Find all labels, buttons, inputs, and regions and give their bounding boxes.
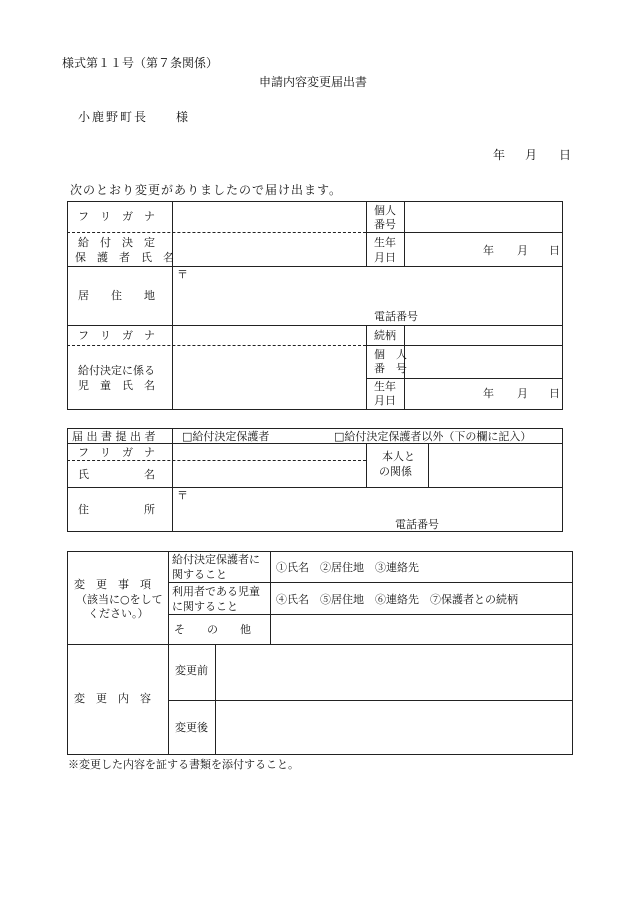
- before-change-field[interactable]: [219, 648, 569, 696]
- footnote: ※変更した内容を証する書類を添付すること。: [68, 758, 299, 771]
- submitter-furigana-label: フ リ ガ ナ: [78, 446, 155, 459]
- category-child-options[interactable]: ④氏名 ⑤居住地 ⑥連絡先 ⑦保護者との続柄: [276, 593, 518, 606]
- submitter-postal-mark: 〒: [177, 489, 188, 502]
- form-number: 様式第１１号（第７条関係）: [62, 56, 219, 70]
- intro-text: 次のとおり変更がありましたので届け出ます。: [70, 183, 343, 197]
- child-birthdate-label-2: 月日: [374, 394, 396, 407]
- submitter-address-label: 住 所: [78, 503, 155, 516]
- date-month-label: 月: [525, 148, 538, 162]
- guardian-name-label: 給 付 決 定: [78, 236, 155, 249]
- submitter-label: 届 出 書 提 出 者: [72, 430, 156, 443]
- change-content-label: 変 更 内 容: [74, 692, 151, 705]
- category-other-field[interactable]: [274, 618, 568, 640]
- guardian-birth-year: 年: [483, 244, 494, 257]
- child-birth-day: 日: [549, 387, 560, 400]
- submitter-phone-label: 電話番号: [395, 518, 439, 531]
- change-items-instruction-2: ください。）: [88, 607, 149, 620]
- date-day-label: 日: [559, 148, 572, 162]
- guardian-name-label-2: 保 護 者 氏 名: [75, 251, 174, 264]
- submitter-option-other[interactable]: □給付決定保護者以外（下の欄に記入）: [334, 430, 532, 443]
- before-change-label: 変更前: [175, 664, 208, 677]
- furigana-label: フ リ ガ ナ: [78, 210, 155, 223]
- child-name-field[interactable]: [175, 350, 363, 406]
- category-guardian-options[interactable]: ①氏名 ②居住地 ③連絡先: [276, 561, 419, 574]
- form-title: 申請内容変更届出書: [259, 75, 368, 89]
- child-birth-month: 月: [517, 387, 528, 400]
- child-kojin-bango-label: 個 人: [374, 348, 407, 361]
- birthdate-label-2: 月日: [374, 251, 396, 264]
- category-child-label-2: に関すること: [172, 600, 238, 613]
- after-change-field[interactable]: [219, 704, 569, 750]
- date-year-label: 年: [493, 148, 506, 162]
- category-guardian-label-2: 関すること: [172, 568, 227, 581]
- change-items-label: 変 更 事 項: [74, 578, 151, 591]
- addressee: 小鹿野町長 様: [78, 110, 191, 124]
- guardian-address-field[interactable]: [177, 282, 557, 308]
- postal-mark: 〒: [177, 268, 188, 281]
- relation-to-self-field[interactable]: [431, 447, 559, 483]
- guardian-birth-month: 月: [517, 244, 528, 257]
- phone-label: 電話番号: [374, 310, 418, 323]
- change-items-instruction: （該当に○をして: [76, 593, 163, 606]
- guardian-name-field[interactable]: [175, 236, 363, 262]
- relation-label: 続柄: [374, 329, 396, 342]
- child-name-label: 給付決定に係る: [78, 364, 155, 377]
- category-child-label: 利用者である児童: [172, 585, 260, 598]
- child-birthdate-label: 生年: [374, 380, 396, 393]
- birthdate-label: 生年: [374, 236, 396, 249]
- relation-to-self-label: 本人と: [382, 450, 415, 463]
- child-birth-year: 年: [483, 387, 494, 400]
- guardian-birth-day: 日: [549, 244, 560, 257]
- child-furigana-label: フ リ ガ ナ: [78, 329, 155, 342]
- after-change-label: 変更後: [175, 721, 208, 734]
- submitter-option-guardian[interactable]: □給付決定保護者: [182, 430, 270, 443]
- submitter-address-field[interactable]: [177, 500, 557, 516]
- address-label: 居 住 地: [78, 289, 155, 302]
- relation-to-self-label-2: の関係: [379, 465, 412, 478]
- guardian-personal-number-field[interactable]: [406, 210, 560, 226]
- submitter-name-field[interactable]: [175, 463, 363, 483]
- submitter-name-label: 氏 名: [78, 468, 155, 481]
- child-name-label-2: 児 童 氏 名: [78, 379, 155, 392]
- category-guardian-label: 給付決定保護者に: [172, 553, 260, 566]
- kojin-bango-label-2: 番号: [374, 218, 396, 231]
- category-other-label: そ の 他: [174, 623, 251, 636]
- kojin-bango-label: 個人: [374, 204, 396, 217]
- child-kojin-bango-label-2: 番 号: [374, 362, 407, 375]
